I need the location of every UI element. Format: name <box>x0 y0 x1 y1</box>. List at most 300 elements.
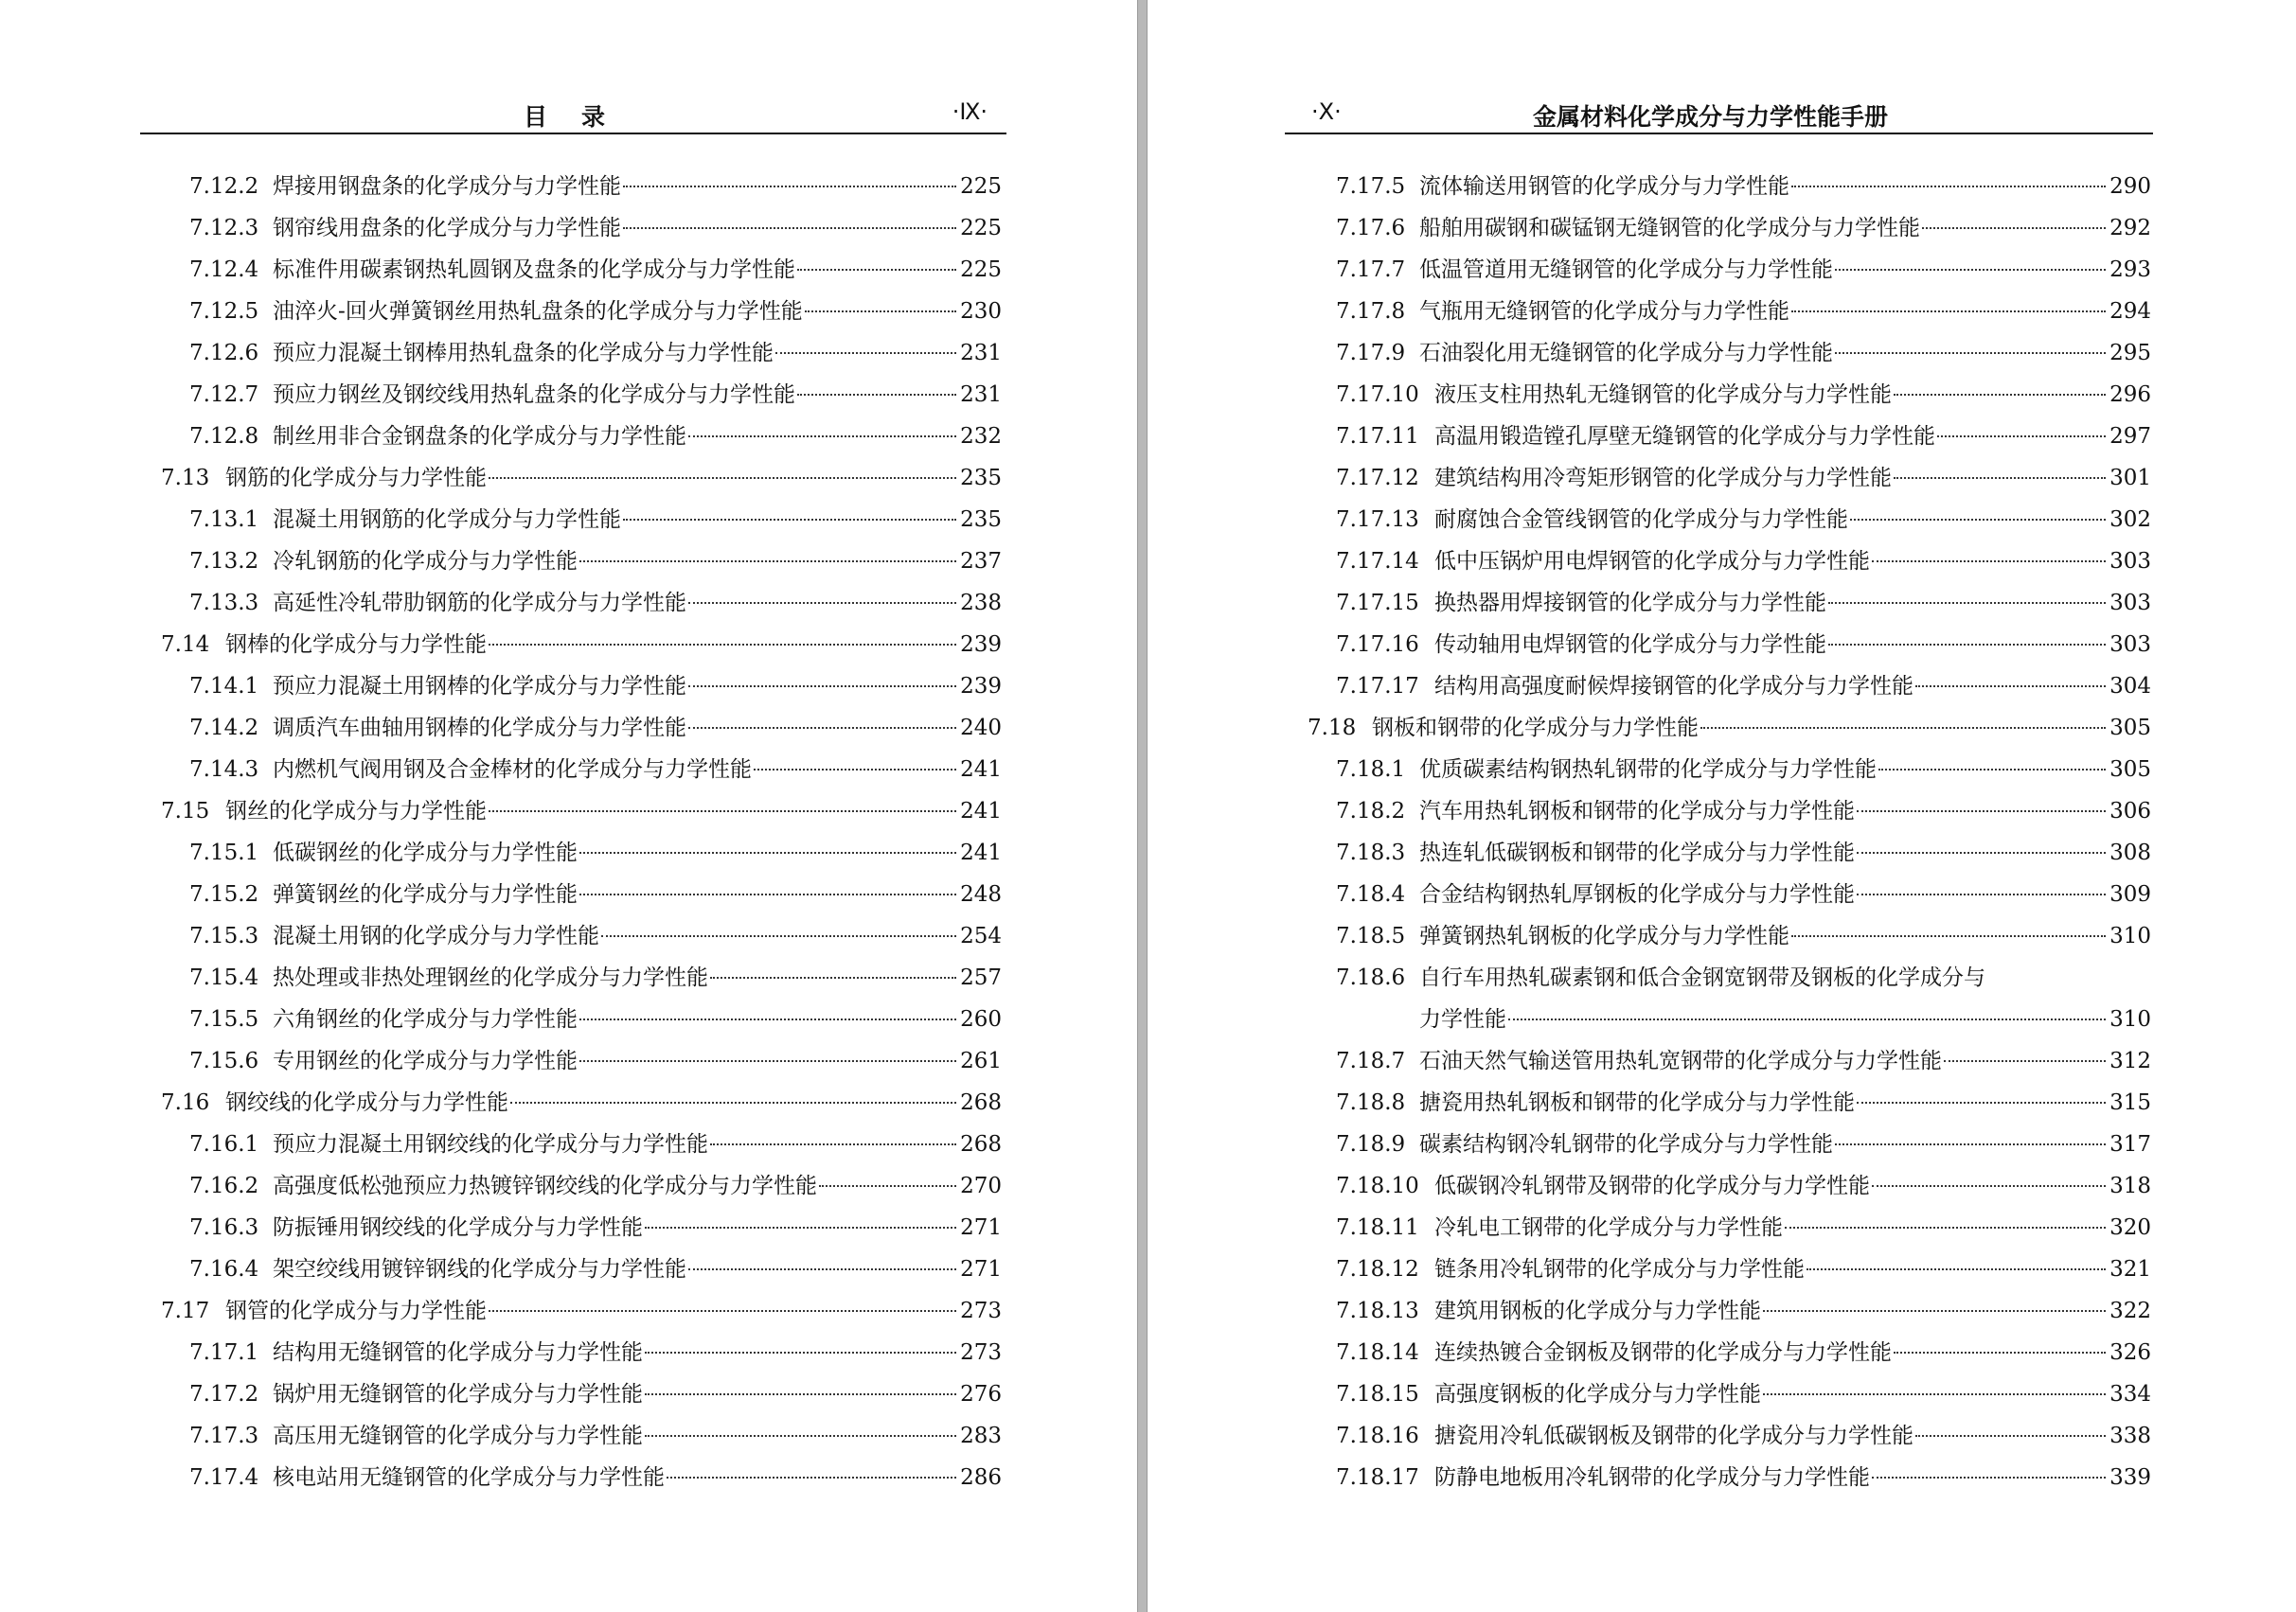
toc-entry-number: 7.17.14 <box>1336 549 1419 574</box>
toc-entry[interactable] <box>1308 502 2151 543</box>
toc-entry-title: 船舶用碳钢和碳锰钢无缝钢管的化学成分与力学性能 <box>1419 216 1920 240</box>
toc-entry[interactable] <box>161 918 1002 960</box>
toc-entry[interactable] <box>161 627 1002 668</box>
toc-entry-title: 高延性冷轧带肋钢筋的化学成分与力学性能 <box>273 591 686 615</box>
toc-entry-number: 7.17.2 <box>189 1382 259 1407</box>
toc-entry-title: 搪瓷用热轧钢板和钢带的化学成分与力学性能 <box>1419 1090 1855 1115</box>
dot-leader <box>1835 269 2106 271</box>
dot-leader <box>489 1310 956 1312</box>
toc-entry-title: 冷轧钢筋的化学成分与力学性能 <box>273 549 578 574</box>
dot-leader <box>579 894 956 895</box>
dot-leader <box>819 1185 956 1187</box>
toc-entry[interactable] <box>161 710 1002 752</box>
toc-entry-number: 7.14.2 <box>189 716 259 740</box>
toc-entry-number: 7.15.4 <box>189 965 259 990</box>
toc-entry-number: 7.12.7 <box>189 382 259 407</box>
toc-entry-page: 315 <box>2109 1090 2151 1115</box>
toc-entry[interactable] <box>161 460 1002 502</box>
dot-leader <box>489 477 956 479</box>
toc-entry-title: 防静电地板用冷轧钢带的化学成分与力学性能 <box>1434 1465 1870 1490</box>
toc-entry-number: 7.17.17 <box>1336 674 1419 699</box>
dot-leader <box>1785 1227 2106 1229</box>
toc-entry-title: 预应力混凝土用钢棒的化学成分与力学性能 <box>273 674 686 699</box>
toc-entry-page: 334 <box>2109 1382 2151 1407</box>
toc-entry-page: 297 <box>2109 424 2151 449</box>
toc-entry-number: 7.17.13 <box>1336 507 1419 532</box>
toc-entry-title: 低中压锅炉用电焊钢管的化学成分与力学性能 <box>1434 549 1870 574</box>
dot-leader <box>797 269 956 271</box>
toc-entry[interactable] <box>1308 252 2151 293</box>
toc-entry-number: 7.17.9 <box>1336 341 1406 365</box>
toc-entry[interactable] <box>1308 1168 2151 1210</box>
toc-entry-page: 303 <box>2109 632 2151 657</box>
toc-entry-page: 306 <box>2109 799 2151 824</box>
toc-entry-page: 276 <box>960 1382 1002 1407</box>
toc-entry-page: 225 <box>960 216 1002 240</box>
toc-entry-title: 碳素结构钢冷轧钢带的化学成分与力学性能 <box>1419 1132 1833 1157</box>
toc-entry-number: 7.17 <box>161 1299 210 1323</box>
toc-entry[interactable] <box>1308 1085 2151 1126</box>
toc-entry[interactable] <box>1308 835 2151 877</box>
toc-entry-title: 钢板和钢带的化学成分与力学性能 <box>1372 716 1699 740</box>
toc-entry-title: 六角钢丝的化学成分与力学性能 <box>273 1007 578 1032</box>
toc-entry-number: 7.18.14 <box>1336 1340 1419 1365</box>
toc-entry[interactable] <box>161 1335 1002 1376</box>
toc-entry-title: 弹簧钢丝的化学成分与力学性能 <box>273 882 578 907</box>
dot-leader <box>775 352 956 354</box>
toc-entry-title: 合金结构钢热轧厚钢板的化学成分与力学性能 <box>1419 882 1855 907</box>
toc-entry-page: 338 <box>2109 1424 2151 1448</box>
toc-entry-page: 241 <box>960 799 1002 824</box>
dot-leader <box>1791 935 2106 937</box>
toc-entry-page: 225 <box>960 257 1002 282</box>
toc-entry[interactable] <box>161 1085 1002 1126</box>
toc-entry-number: 7.18.10 <box>1336 1174 1419 1198</box>
dot-leader <box>1700 727 2106 729</box>
toc-entry-page: 225 <box>960 174 1002 199</box>
dot-leader <box>667 1477 956 1479</box>
toc-entry[interactable] <box>1308 543 2151 585</box>
toc-entry-title: 预应力钢丝及钢绞线用热轧盘条的化学成分与力学性能 <box>273 382 795 407</box>
toc-entry[interactable] <box>1308 668 2151 710</box>
toc-entry[interactable] <box>1308 1460 2151 1501</box>
table-of-contents <box>161 168 1002 1501</box>
dot-leader <box>645 1352 956 1354</box>
toc-entry-number: 7.13.3 <box>189 591 259 615</box>
toc-entry[interactable] <box>161 252 1002 293</box>
toc-entry-number: 7.18.3 <box>1336 841 1406 865</box>
toc-entry-number: 7.17.15 <box>1336 591 1419 615</box>
toc-entry-page: 271 <box>960 1215 1002 1240</box>
dot-leader <box>1828 644 2106 646</box>
toc-entry-title: 热连轧低碳钢板和钢带的化学成分与力学性能 <box>1419 841 1855 865</box>
toc-entry-title: 气瓶用无缝钢管的化学成分与力学性能 <box>1419 299 1789 324</box>
toc-entry[interactable] <box>161 1043 1002 1085</box>
toc-entry-number: 7.12.6 <box>189 341 259 365</box>
toc-entry-title: 传动轴用电焊钢管的化学成分与力学性能 <box>1434 632 1826 657</box>
toc-entry-title: 低温管道用无缝钢管的化学成分与力学性能 <box>1419 257 1833 282</box>
toc-entry-number: 7.18.16 <box>1336 1424 1419 1448</box>
toc-entry[interactable] <box>1308 168 2151 210</box>
toc-entry[interactable] <box>1308 210 2151 252</box>
dot-leader <box>579 852 956 854</box>
toc-entry-title: 预应力混凝土用钢绞线的化学成分与力学性能 <box>273 1132 708 1157</box>
dot-leader <box>601 935 956 937</box>
dot-leader <box>1857 1102 2106 1104</box>
toc-entry[interactable] <box>1308 918 2151 960</box>
toc-entry-title: 弹簧钢热轧钢板的化学成分与力学性能 <box>1419 924 1789 948</box>
toc-entry[interactable] <box>161 1210 1002 1251</box>
dot-leader <box>1791 310 2106 312</box>
toc-entry-title: 高压用无缝钢管的化学成分与力学性能 <box>273 1424 643 1448</box>
toc-entry-title: 耐腐蚀合金管线钢管的化学成分与力学性能 <box>1434 507 1848 532</box>
toc-entry-number: 7.16 <box>161 1090 210 1115</box>
toc-entry-title: 焊接用钢盘条的化学成分与力学性能 <box>273 174 621 199</box>
toc-entry-title: 石油裂化用无缝钢管的化学成分与力学性能 <box>1419 341 1833 365</box>
toc-entry-title: 锅炉用无缝钢管的化学成分与力学性能 <box>273 1382 643 1407</box>
toc-entry-number: 7.17.1 <box>189 1340 259 1365</box>
toc-entry[interactable] <box>1308 335 2151 377</box>
toc-entry-page: 271 <box>960 1257 1002 1282</box>
toc-entry-page: 302 <box>2109 507 2151 532</box>
toc-entry-page: 304 <box>2109 674 2151 699</box>
toc-entry[interactable] <box>161 418 1002 460</box>
header-page-number: ·Ⅹ· <box>1311 98 1342 125</box>
toc-entry-number: 7.14.1 <box>189 674 259 699</box>
toc-entry-number: 7.16.1 <box>189 1132 259 1157</box>
dot-leader <box>645 1435 956 1437</box>
toc-entry-number: 7.18.15 <box>1336 1382 1419 1407</box>
toc-entry-title: 搪瓷用冷轧低碳钢板及钢带的化学成分与力学性能 <box>1434 1424 1913 1448</box>
toc-entry-page: 305 <box>2109 757 2151 782</box>
toc-entry[interactable] <box>161 1460 1002 1501</box>
toc-entry-page: 273 <box>960 1340 1002 1365</box>
toc-entry[interactable] <box>1308 960 2151 1001</box>
toc-entry[interactable] <box>1308 1251 2151 1293</box>
toc-entry-number: 7.18.8 <box>1336 1090 1406 1115</box>
toc-entry-number: 7.18.12 <box>1336 1257 1419 1282</box>
dot-leader <box>1828 602 2106 604</box>
toc-entry[interactable] <box>161 960 1002 1001</box>
toc-entry[interactable] <box>161 668 1002 710</box>
toc-entry-title: 液压支柱用热轧无缝钢管的化学成分与力学性能 <box>1434 382 1892 407</box>
toc-entry[interactable] <box>1308 1210 2151 1251</box>
toc-entry-title: 低碳钢冷轧钢带及钢带的化学成分与力学性能 <box>1434 1174 1870 1198</box>
toc-entry-number: 7.18.11 <box>1336 1215 1419 1240</box>
toc-entry[interactable] <box>161 1001 1002 1043</box>
dot-leader <box>1857 852 2106 854</box>
toc-entry[interactable] <box>1308 1043 2151 1085</box>
toc-entry-page: 326 <box>2109 1340 2151 1365</box>
dot-leader <box>688 1268 956 1270</box>
toc-entry-number: 7.13 <box>161 466 210 490</box>
toc-entry-number: 7.18.7 <box>1336 1049 1406 1073</box>
toc-entry-page: 293 <box>2109 257 2151 282</box>
toc-entry[interactable] <box>161 1293 1002 1335</box>
toc-entry-number: 7.18.2 <box>1336 799 1406 824</box>
toc-entry[interactable] <box>1308 1418 2151 1460</box>
right-page <box>1147 0 2296 1612</box>
dot-leader <box>510 1102 956 1104</box>
toc-entry-page: 312 <box>2109 1049 2151 1073</box>
toc-entry-continuation[interactable] <box>1308 1001 2151 1043</box>
toc-entry-number: 7.18.1 <box>1336 757 1406 782</box>
toc-entry-title: 制丝用非合金钢盘条的化学成分与力学性能 <box>273 424 686 449</box>
toc-entry-number: 7.17.5 <box>1336 174 1406 199</box>
toc-entry[interactable] <box>1308 710 2151 752</box>
toc-entry-title: 热处理或非热处理钢丝的化学成分与力学性能 <box>273 965 708 990</box>
toc-entry[interactable] <box>161 1168 1002 1210</box>
toc-entry-number: 7.17.4 <box>189 1465 259 1490</box>
toc-entry-page: 237 <box>960 549 1002 574</box>
toc-entry-page: 239 <box>960 632 1002 657</box>
toc-entry-page: 339 <box>2109 1465 2151 1490</box>
toc-entry[interactable] <box>1308 877 2151 918</box>
toc-entry[interactable] <box>161 502 1002 543</box>
toc-entry[interactable] <box>161 210 1002 252</box>
toc-entry-title: 石油天然气输送管用热轧宽钢带的化学成分与力学性能 <box>1419 1049 1942 1073</box>
dot-leader <box>754 769 956 771</box>
dot-leader <box>579 1019 956 1020</box>
toc-entry-number: 7.17.10 <box>1336 382 1419 407</box>
toc-entry-page: 270 <box>960 1174 1002 1198</box>
toc-entry-page: 322 <box>2109 1299 2151 1323</box>
toc-entry-page: 231 <box>960 341 1002 365</box>
toc-entry-number: 7.12.4 <box>189 257 259 282</box>
toc-entry[interactable] <box>161 877 1002 918</box>
toc-entry[interactable] <box>1308 1376 2151 1418</box>
toc-entry-title: 钢管的化学成分与力学性能 <box>225 1299 487 1323</box>
toc-entry[interactable] <box>161 585 1002 627</box>
toc-entry[interactable] <box>161 752 1002 793</box>
toc-entry-number: 7.15.5 <box>189 1007 259 1032</box>
toc-entry-number: 7.14 <box>161 632 210 657</box>
dot-leader <box>1857 810 2106 812</box>
toc-entry-page: 235 <box>960 507 1002 532</box>
toc-entry-title: 建筑用钢板的化学成分与力学性能 <box>1434 1299 1761 1323</box>
toc-entry-page: 296 <box>2109 382 2151 407</box>
toc-entry-title: 钢丝的化学成分与力学性能 <box>225 799 487 824</box>
toc-entry-page: 286 <box>960 1465 1002 1490</box>
toc-entry[interactable] <box>1308 1335 2151 1376</box>
dot-leader <box>710 1143 956 1145</box>
toc-entry-title: 高强度低松弛预应力热镀锌钢绞线的化学成分与力学性能 <box>273 1174 817 1198</box>
toc-entry-page: 292 <box>2109 216 2151 240</box>
toc-entry[interactable] <box>161 1126 1002 1168</box>
toc-entry-number: 7.15.3 <box>189 924 259 948</box>
toc-entry-number: 7.18.13 <box>1336 1299 1419 1323</box>
toc-entry-number: 7.16.3 <box>189 1215 259 1240</box>
dot-leader <box>805 310 956 312</box>
toc-entry[interactable] <box>161 1251 1002 1293</box>
toc-entry-number: 7.12.3 <box>189 216 259 240</box>
toc-entry-number: 7.14.3 <box>189 757 259 782</box>
dot-leader <box>1835 352 2106 354</box>
toc-entry-page: 318 <box>2109 1174 2151 1198</box>
dot-leader <box>1791 186 2106 187</box>
toc-entry-page: 320 <box>2109 1215 2151 1240</box>
toc-entry-page: 231 <box>960 382 1002 407</box>
toc-entry-number: 7.15.6 <box>189 1049 259 1073</box>
toc-entry-page: 232 <box>960 424 1002 449</box>
toc-entry-number: 7.17.12 <box>1336 466 1419 490</box>
toc-entry-title: 自行车用热轧碳素钢和低合金钢宽钢带及钢板的化学成分与 <box>1419 965 1985 990</box>
toc-entry-page: 235 <box>960 466 1002 490</box>
toc-entry-title: 标准件用碳素钢热轧圆钢及盘条的化学成分与力学性能 <box>273 257 795 282</box>
toc-entry[interactable] <box>1308 585 2151 627</box>
toc-entry-number: 7.13.2 <box>189 549 259 574</box>
toc-entry[interactable] <box>1308 793 2151 835</box>
toc-entry-title: 钢筋的化学成分与力学性能 <box>225 466 487 490</box>
toc-entry-title: 连续热镀合金钢板及钢带的化学成分与力学性能 <box>1434 1340 1892 1365</box>
toc-entry[interactable] <box>161 293 1002 335</box>
toc-entry-title: 调质汽车曲轴用钢棒的化学成分与力学性能 <box>273 716 686 740</box>
toc-entry-page: 295 <box>2109 341 2151 365</box>
toc-entry-number: 7.16.2 <box>189 1174 259 1198</box>
toc-entry[interactable] <box>1308 1126 2151 1168</box>
toc-entry-number: 7.18.5 <box>1336 924 1406 948</box>
toc-entry[interactable] <box>1308 293 2151 335</box>
dot-leader <box>688 685 956 687</box>
toc-entry-title: 结构用高强度耐候焊接钢管的化学成分与力学性能 <box>1434 674 1913 699</box>
toc-entry[interactable] <box>1308 460 2151 502</box>
toc-entry-page: 290 <box>2109 174 2151 199</box>
toc-entry[interactable] <box>161 543 1002 585</box>
toc-entry[interactable] <box>1308 377 2151 418</box>
dot-leader <box>489 644 956 646</box>
table-of-contents <box>1308 168 2151 1501</box>
toc-entry[interactable] <box>161 168 1002 210</box>
left-page <box>0 0 1138 1612</box>
toc-entry[interactable] <box>1308 418 2151 460</box>
toc-entry-number: 7.12.2 <box>189 174 259 199</box>
toc-entry-number: 7.16.4 <box>189 1257 259 1282</box>
dot-leader <box>489 810 956 812</box>
dot-leader <box>1894 1352 2106 1354</box>
toc-entry-title: 钢帘线用盘条的化学成分与力学性能 <box>273 216 621 240</box>
toc-entry-page: 257 <box>960 965 1002 990</box>
dot-leader <box>688 435 956 437</box>
toc-entry-title: 专用钢丝的化学成分与力学性能 <box>273 1049 578 1073</box>
dot-leader <box>797 394 956 396</box>
header-title: 金属材料化学成分与力学性能手册 <box>1533 103 1889 131</box>
header-title: 目录 <box>524 103 640 131</box>
page-header <box>1285 95 2153 134</box>
toc-entry-number: 7.17.7 <box>1336 257 1406 282</box>
toc-entry-title: 混凝土用钢的化学成分与力学性能 <box>273 924 599 948</box>
toc-entry-number: 7.15.2 <box>189 882 259 907</box>
toc-entry-page: 241 <box>960 757 1002 782</box>
toc-entry-number: 7.18 <box>1308 716 1357 740</box>
dot-leader <box>623 519 956 521</box>
toc-entry-page: 261 <box>960 1049 1002 1073</box>
toc-entry-title: 高温用锻造镗孔厚壁无缝钢管的化学成分与力学性能 <box>1434 424 1935 449</box>
toc-entry-title: 预应力混凝土钢棒用热轧盘条的化学成分与力学性能 <box>273 341 774 365</box>
toc-entry-number: 7.13.1 <box>189 507 259 532</box>
dot-leader <box>1872 560 2106 562</box>
toc-entry[interactable] <box>161 835 1002 877</box>
toc-entry-page: 294 <box>2109 299 2151 324</box>
header-page-number: ·Ⅸ· <box>952 98 988 125</box>
toc-entry-number: 7.17.11 <box>1336 424 1419 449</box>
dot-leader <box>1937 435 2106 437</box>
dot-leader <box>645 1393 956 1395</box>
toc-entry-page: 303 <box>2109 591 2151 615</box>
toc-entry-page: 310 <box>2109 1007 2151 1032</box>
toc-entry[interactable] <box>161 1418 1002 1460</box>
toc-entry[interactable] <box>161 377 1002 418</box>
toc-entry-title: 流体输送用钢管的化学成分与力学性能 <box>1419 174 1789 199</box>
toc-entry-title: 低碳钢丝的化学成分与力学性能 <box>273 841 578 865</box>
toc-entry-number: 7.17.6 <box>1336 216 1406 240</box>
dot-leader <box>623 227 956 229</box>
toc-entry-title: 换热器用焊接钢管的化学成分与力学性能 <box>1434 591 1826 615</box>
dot-leader <box>645 1227 956 1229</box>
toc-entry-title: 优质碳素结构钢热轧钢带的化学成分与力学性能 <box>1419 757 1877 782</box>
toc-entry-title: 钢棒的化学成分与力学性能 <box>225 632 487 657</box>
toc-entry-page: 238 <box>960 591 1002 615</box>
toc-entry[interactable] <box>1308 627 2151 668</box>
toc-entry-page: 254 <box>960 924 1002 948</box>
toc-entry-page: 301 <box>2109 466 2151 490</box>
dot-leader <box>1763 1393 2106 1395</box>
toc-entry-page: 305 <box>2109 716 2151 740</box>
toc-entry-page: 230 <box>960 299 1002 324</box>
dot-leader <box>1508 1019 2106 1020</box>
toc-entry-title: 链条用冷轧钢带的化学成分与力学性能 <box>1434 1257 1805 1282</box>
toc-entry-page: 310 <box>2109 924 2151 948</box>
toc-entry-number: 7.12.5 <box>189 299 259 324</box>
toc-entry-page: 239 <box>960 674 1002 699</box>
toc-entry-title-continued: 力学性能 <box>1419 1007 1506 1032</box>
toc-entry[interactable] <box>161 1376 1002 1418</box>
toc-entry-page: 273 <box>960 1299 1002 1323</box>
toc-entry-title: 钢绞线的化学成分与力学性能 <box>225 1090 508 1115</box>
toc-entry-title: 建筑结构用冷弯矩形钢管的化学成分与力学性能 <box>1434 466 1892 490</box>
toc-entry-number: 7.18.4 <box>1336 882 1406 907</box>
toc-entry-page: 303 <box>2109 549 2151 574</box>
page-header <box>140 95 1006 134</box>
toc-entry[interactable] <box>161 793 1002 835</box>
dot-leader <box>688 727 956 729</box>
toc-entry[interactable] <box>1308 1293 2151 1335</box>
toc-entry-page: 317 <box>2109 1132 2151 1157</box>
toc-entry-number: 7.12.8 <box>189 424 259 449</box>
dot-leader <box>579 560 956 562</box>
toc-entry-title: 架空绞线用镀锌钢线的化学成分与力学性能 <box>273 1257 686 1282</box>
dot-leader <box>1872 1477 2106 1479</box>
toc-entry-title: 高强度钢板的化学成分与力学性能 <box>1434 1382 1761 1407</box>
dot-leader <box>710 977 956 979</box>
toc-entry-number: 7.17.8 <box>1336 299 1406 324</box>
page-gutter <box>1138 0 1147 1612</box>
toc-entry[interactable] <box>161 335 1002 377</box>
toc-entry-title: 核电站用无缝钢管的化学成分与力学性能 <box>273 1465 665 1490</box>
toc-entry-number: 7.17.16 <box>1336 632 1419 657</box>
toc-entry[interactable] <box>1308 752 2151 793</box>
dot-leader <box>1915 1435 2106 1437</box>
toc-entry-title: 结构用无缝钢管的化学成分与力学性能 <box>273 1340 643 1365</box>
dot-leader <box>1922 227 2106 229</box>
toc-entry-title: 油淬火-回火弹簧钢丝用热轧盘条的化学成分与力学性能 <box>273 299 803 324</box>
toc-entry-page: 283 <box>960 1424 1002 1448</box>
toc-entry-page: 309 <box>2109 882 2151 907</box>
dot-leader <box>1944 1060 2106 1062</box>
toc-entry-title: 冷轧电工钢带的化学成分与力学性能 <box>1434 1215 1783 1240</box>
dot-leader <box>1894 477 2106 479</box>
dot-leader <box>1763 1310 2106 1312</box>
toc-entry-page: 240 <box>960 716 1002 740</box>
